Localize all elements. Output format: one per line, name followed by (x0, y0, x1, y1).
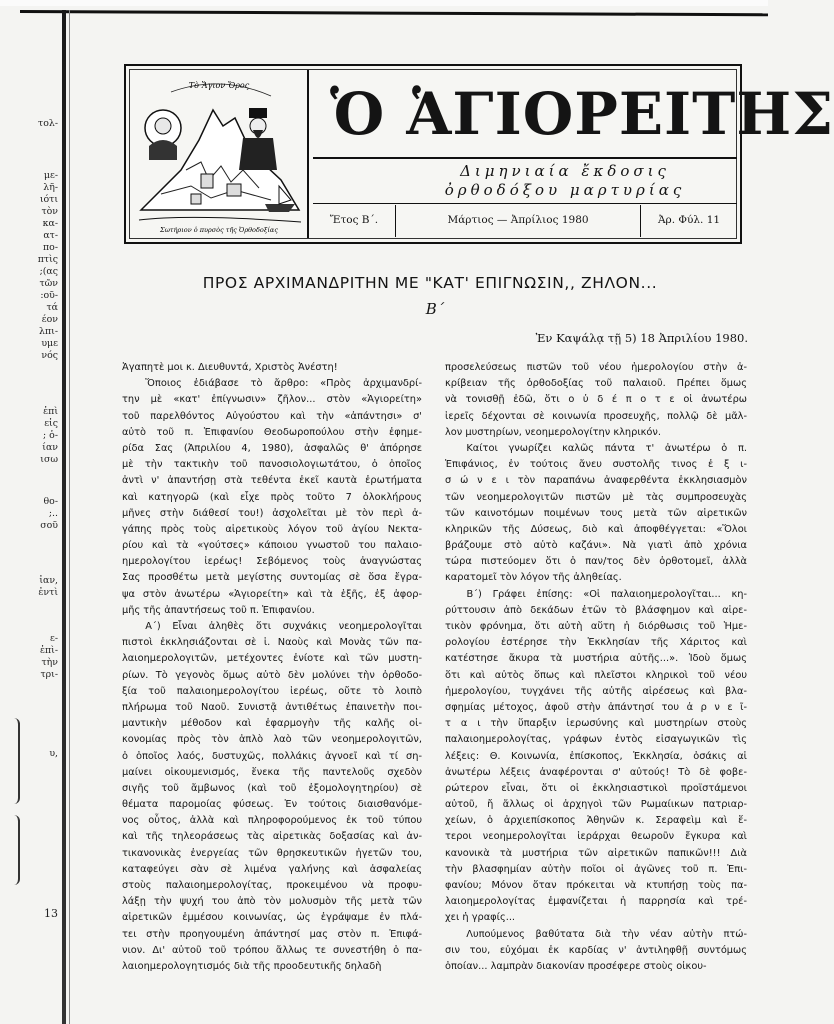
edge-fragment: τά (46, 302, 58, 313)
text-line: αἱρετικῶν ἐμμέσου κοινωνίας, ὡς ἐγράψαμε ἐν πλά- (122, 912, 422, 924)
text-line: κατέστησε ἄκυρα τὰ μυστήρια αὐτῆς...». Ἰδοὺ ὅμως (445, 653, 747, 665)
edge-fragment-group (2, 170, 58, 362)
edge-fragment: ατ- (43, 230, 58, 241)
text-line: ὅτι καὶ αὐτὸς ὅπως καὶ πλεῖστοι κληρικοὶ τοῦ νέου (445, 669, 747, 681)
text-line: βράζουμε στὸ αὐτὸ καζάνι». Νὰ γιατὶ ἀπὸ χρόνια (445, 540, 747, 552)
edge-fragment: ;(ας (39, 266, 58, 277)
edge-fragment: σοῦ (40, 520, 58, 531)
text-line: ἀντὶ ν' ἀπαντήσῃ στὰ τεθέντα ἐκεῖ καυτὰ ἐρωτήματα (122, 475, 422, 487)
mount-athos-illustration (131, 70, 307, 238)
text-line: κανονικὰ τὰ μυστήρια τῶν αἱρετικῶν παπικῶν!!! Διὰ (445, 847, 747, 859)
edge-fragment: νός (41, 350, 58, 361)
edge-fragment: ἰαν, (39, 575, 58, 586)
text-line: νιον. Δι' αὐτοῦ τοῦ τρόπου ἄλλως τε συνεστήθη ὁ πα- (122, 944, 422, 956)
edge-fragment: θο- (43, 496, 58, 507)
text-line: ἀνωτέρω λέξεις ἀναφέρονται σ' αὐτούς! Τὸ δὲ φοβε- (445, 766, 747, 778)
text-line: ὁ ὁποῖος λαός, δυστυχῶς, πολλάκις ἀγνοεῖ καὶ τί ση- (122, 750, 422, 762)
text-line: ρύττουσιν ἀπὸ δεκάδων ἐτῶν τὸ βλάσφημον καὶ αἱρε- (445, 604, 747, 616)
masthead-divider (313, 157, 737, 159)
text-line: μὲ τὴν τακτικὴν τοῦ πανοσιολογιωτάτου, ὁ ὁποῖος (122, 459, 422, 471)
text-line: στοὺς παλαιοημερολογίτας, προκειμένου νὰ προφυ- (122, 880, 422, 891)
text-line: Σας προσθέτω μετὰ μεγίστης συντομίας σὲ ὅσα ἔγρα- (122, 572, 422, 584)
issue-bar-divider (313, 203, 737, 204)
edge-fragment: τολ- (38, 118, 58, 129)
text-line: καρατομεῖ τὸν λόγον τῆς ἀληθείας. (445, 572, 622, 584)
binding-fold-shadow (69, 10, 70, 1024)
text-line: τῶν νεοημερολογιτῶν πιστῶν μὲ τὰς συμπροσευχὰς (445, 491, 747, 503)
text-line: ἱερεῖς δέχονται σὲ κοινωνία προσευχῆς, πολλῷ δὲ μᾶλ- (445, 410, 747, 422)
text-line: τοῦ παρελθόντος Αὐγούστου καὶ τὴν «ἀπάντησι» σ' (122, 410, 422, 422)
text-line: σφημίας μέτοχος, ἀφοῦ στὴν ἀπάντησί του ἀ ρ ν ε ῖ- (445, 701, 747, 713)
edge-fragment-group (2, 633, 58, 681)
text-line: αὐτοῦ, ἤ ἄλλως οἱ ἀρχηγοὶ τῶν Ρωμαίικων πατριαρ- (445, 799, 747, 811)
text-line: σιν του, εὐχόμαι ἐκ καρδίας ν' ἀντιληφθῇ συντόμως (445, 944, 747, 956)
text-line: κρίβειαν τῆς ὀρθοδοξίας τοῦ παλαιοῦ. Πρέπει ὅμως (445, 378, 747, 390)
binding-fold (62, 10, 66, 1024)
edge-fragment: ισω (40, 454, 58, 465)
text-line: Λυπούμενος βαθύτατα διὰ τὴν νέαν αὐτὴν πτώ- (445, 928, 747, 940)
text-line: τώρα πιστεύομεν ὅτι ὁ παν/τος δὲν ὀρθοτομεῖ, ἀλλὰ (445, 556, 747, 568)
edge-fragment-group (2, 118, 58, 130)
margin-bracket (8, 815, 20, 885)
text-line: καταφεύγει σὰν σὲ λιμένα γαλήνης καὶ ἀσφαλείας (122, 863, 422, 875)
text-line: λαιοημερολογητισμός διὰ τῆς προοδευτικῆς δηλαδὴ (122, 960, 382, 972)
edge-fragment: έον (41, 314, 58, 325)
edge-fragment: λῆ- (43, 182, 58, 193)
text-line: ἡμερολογίου, τυγχάνει τῆς αὐτῆς αἱρέσεως καὶ βλα- (445, 685, 747, 697)
edge-fragment: τῶν (39, 278, 58, 289)
text-line: χείων, ὁ ἀρχιεπίσκοπος Ἀθηνῶν κ. Σεραφεὶμ καὶ ἕ- (445, 815, 747, 827)
subtitle-line-1: Διμηνιαία ἔκδοσις (460, 162, 670, 180)
text-line: Ἐπιφάνιος, ἐν τούτοις ἄνευ συστολῆς τινος ἐ ξ ι- (445, 459, 747, 471)
edge-fragment: ἐπὶ (43, 406, 58, 417)
text-line: νος οὗτος, ἀλλὰ καὶ πληροφορούμενος ἐκ τοῦ τύπου (122, 815, 422, 827)
edge-fragment: τὸν (41, 206, 58, 217)
issue-number: Ἀρ. Φύλ. 11 (657, 214, 721, 226)
subtitle-line-2: ὀρθοδόξου μαρτυρίας (444, 181, 686, 199)
edge-fragment-group (2, 496, 58, 532)
text-line: παλαιοημερολογίτας, γράφων ἐντὸς εἰσαγωγικῶν τὶς (445, 734, 747, 746)
edge-fragment: με- (43, 170, 58, 181)
text-line: μαίνει οἰκουμενισμός, ἕνεκα τῆς παντελοῦς σχεδὸν (122, 766, 422, 778)
text-line: σ ώ ν ε ι τὸν παραπάνω ἀναφερθέντα ἐκκλησιασμὸν (445, 475, 747, 487)
text-line: τὴν βλασφημίαν αὐτὴν ποῖοι οἱ ἀγῶνες τοῦ π. Ἐπι- (445, 863, 747, 875)
text-line: ρώτερον εἶναι, ὅτι οἱ ἐκκλησιαστικοὶ προϊστάμενοι (445, 782, 747, 794)
edge-fragment: κα- (42, 218, 58, 229)
text-line: ρίου καὶ τὰ «γούτσες» κάποιου γνωστοῦ του παλαιο- (122, 540, 422, 552)
text-line: ψα στὸν ἀνωτέρω «Ἁγιορείτη» καὶ τὰ ἑξῆς, ἐξ ἀφορ- (122, 588, 422, 600)
issue-year: Ἔτος Β΄. (329, 214, 379, 226)
logo-caption-top: Τὸ Ἅγιον Ὄρος (188, 81, 250, 90)
edge-fragment: ἐντὶ (38, 587, 58, 598)
text-line: τ α ι τὴν ὕπαρξιν ἱερωσύνης καὶ μυστηρίων στοὺς (445, 718, 747, 730)
issue-period: Μάρτιος — Ἀπρίλιος 1980 (447, 214, 589, 226)
edge-page-number: 13 (44, 907, 58, 920)
text-line: σιγῆς τοῦ ἄμβωνος (καὶ τοῦ ἐξομολογητηρίου) σὲ (122, 782, 422, 794)
edge-fragment: πο- (43, 242, 58, 253)
text-line: ρίδα Σας (Ἀπριλίου 4, 1980), ἀσφαλῶς θ' ἀπόρησε (122, 442, 422, 454)
text-line: λάξῃ τὴν ψυχή του ἀπὸ τὸν μολυσμὸν τῆς μετὰ τῶν (122, 896, 422, 908)
text-line: τικανονικὰς ἐνεργείας τῶν θρησκευτικῶν ἡγετῶν του, (122, 847, 422, 859)
article-dateline: Ἐν Καψάλᾳ τῇ 5) 18 Ἀπριλίου 1980. (535, 331, 748, 345)
edge-fragment: πτὶς (37, 254, 58, 265)
text-line: καὶ τῆς τηλεοράσεως τὰς αἱρετικὰς δοξασίας καὶ ἀν- (122, 831, 422, 843)
text-line: κληρικῶν τῆς Δύσεως, διὸ καὶ ἀποφθέγγεται: «Ὅλοι (445, 523, 747, 535)
text-line: πιστοὶ ἐκκλησιάζονται σὲ ἱ. Ναοὺς καὶ Μονὰς τῶν πα- (122, 637, 422, 649)
text-line: μαντικὴν μέθοδον καὶ ἐφαρμογὴν τῆς καλῆς οἰ- (122, 718, 422, 730)
article-headline: ΠΡΟΣ ΑΡΧΙΜΑΝΔΡΙΤΗΝ ΜΕ "ΚΑΤ' ΕΠΙΓΝΩΣΙΝ,, ΖΗΛΟΝ... (202, 274, 658, 292)
edge-fragment: ;.. (48, 508, 58, 519)
edge-fragment: εἰς (44, 418, 58, 429)
text-line: λαιοημερολογιτῶν, μετέχοντες ἐνίοτε καὶ τῶν μυστη- (122, 653, 422, 665)
scan-top-margin (0, 0, 768, 6)
edge-fragment-group (2, 406, 58, 466)
text-line: μῆνες στὴν διάθεσί του!) ἀσχολεῖται μὲ τὸν περὶ ἀ- (122, 507, 422, 519)
edge-fragment: ἐπὶ- (39, 645, 58, 656)
edge-fragment-group (2, 575, 58, 599)
edge-fragment: υμε (41, 338, 58, 349)
text-line: αὐτὸ τοῦ π. Ἐπιφανίου Θεοδωροπούλου στὴν ἐφημε- (122, 426, 422, 438)
text-line: χει ἡ γραφίς... (445, 912, 516, 924)
text-line: κονομίας πρὸς τὸν ἁπλὸ λαὸ τῶν νεοημερολογιτῶν, (122, 734, 422, 746)
logo-caption-bottom: Σωτήριον ὁ πυρσὸς τῆς Ὀρθοδοξίας (160, 226, 278, 234)
edge-fragment: υ, (49, 748, 58, 759)
margin-bracket (8, 718, 20, 804)
edge-fragment: λπι- (39, 326, 58, 337)
newspaper-title: Ὁ ἉΓΙΟΡΕΙΤΗΣ (330, 80, 834, 148)
text-line: Α΄) Εἶναι ἀληθὲς ὅτι συχνάκις νεοημερολογῖται (122, 621, 422, 632)
text-line: λαιοημερολογίτας ἐμφανίζεται ἡ παρρησία καὶ τρέ- (445, 896, 747, 908)
scan-top-edge (20, 10, 768, 16)
text-line: τει στὴν προηγουμένη ἀπάντησί μας στὸν π. Ἐπιφά- (122, 928, 422, 940)
text-line: ημερολογίτου ἱερέως! Σεβόμενος τοὺς ἀναγνώστας (122, 556, 422, 568)
text-line: Ὅποιος ἐδιάβασε τὸ ἄρθρο: «Πρὸς ἀρχιμανδρί- (122, 378, 422, 390)
text-line: Καίτοι γνωρίζει καλῶς πάντα τ' ἀνωτέρω ὁ π. (445, 442, 747, 454)
text-line: φανίου; Μόνον ὅταν πρόκειται νὰ κτυπήσῃ τοὺς πα- (445, 880, 747, 891)
text-line: ρίων. Τὸ γεγονὸς ὅμως αὐτὸ δὲν μολύνει τὴν ὀρθοδο- (122, 669, 422, 681)
edge-fragment: ε- (49, 633, 58, 644)
text-line: ρολογίου ἐστέρησε τὴν Ἐκκλησίαν τῆς Χάριτος καὶ (445, 637, 747, 649)
edge-fragment: ίαν (42, 442, 58, 453)
text-line: τεροι νεοημερολογῖται ἱεράρχαι θεωροῦν ἔγκυρα καὶ (445, 831, 747, 843)
text-line: Ἀγαπητὲ μοι κ. Διευθυντά, Χριστὸς Ἀνέστη! (122, 362, 338, 373)
text-line: νὰ τονισθῇ ἐδῶ, ὅτι ο ὐ δ έ π ο τ ε οἱ ἀνωτέρω (445, 394, 747, 406)
text-line: την μὲ «κατ' ἐπίγνωσιν» ζῆλον... στὸν «Ἁγιορείτη» (122, 394, 422, 406)
text-line: ξία τοῦ παλαιοημερολογίτου ἱερέως, οὔτε τὸ λοιπὸ (122, 685, 422, 697)
edge-fragment: ; ὁ- (43, 430, 58, 441)
left-column (122, 360, 422, 975)
text-line: πλήρωμα τοῦ Ναοῦ. Συνιστᾷ ἀντιθέτως ἐπαινετὴν ποι- (122, 701, 422, 713)
text-line: λέξεις: Θ. Κοινωνία, ἐπίσκοπος, Ἐκκλησία, ὁσάκις αἱ (445, 750, 747, 762)
edge-fragment: ιότι (39, 194, 58, 205)
text-line: ὁποίαν... λαμπρὰν διακονίαν προσέφερε στοὺς οἰκου- (445, 960, 707, 972)
text-line: Β΄) Γράφει ἐπίσης: «Οἱ παλαιοημερολογῖται... κη- (445, 588, 747, 600)
edge-fragment: :οῦ- (40, 290, 58, 301)
text-line: τικὸν φρόνημα, ὅτι αὐτὴ αὕτη ἡ διόρθωσις τοῦ Ἡμε- (445, 621, 747, 632)
edge-fragment: τὴν (41, 657, 58, 668)
text-line: μῆς τῆς ἀπαντήσεως τοῦ π. Ἐπιφανίου. (122, 604, 315, 616)
right-column (445, 360, 747, 975)
text-line: λον μυστηρίων, νεοημερολογίτην κληρικόν. (445, 426, 662, 438)
text-line: γάπης πρὸς τοὺς αἱρετικοὺς λόγον τοῦ ἁγίου Νεκτα- (122, 523, 422, 535)
edge-fragment-group (2, 748, 58, 760)
text-line: θέματα παρομοίας φύσεως. Ἐν τούτοις διαισθανόμε- (122, 799, 422, 811)
masthead-logo (131, 70, 309, 238)
text-line: τῶν καινοτόμων ποιμένων τους μετὰ τῶν αἱρετικῶν (445, 507, 747, 519)
edge-fragment: τρι- (40, 669, 58, 680)
article-part: Β΄ (425, 300, 445, 318)
text-line: προσελεύσεως πιστῶν τοῦ νέου ἡμερολογίου στὴν ἀ- (445, 362, 747, 373)
text-line: καὶ κατηγορῶ (καὶ εἶχε πρὸς τοῦτο 7 ὁλοκλήρους (122, 491, 422, 503)
